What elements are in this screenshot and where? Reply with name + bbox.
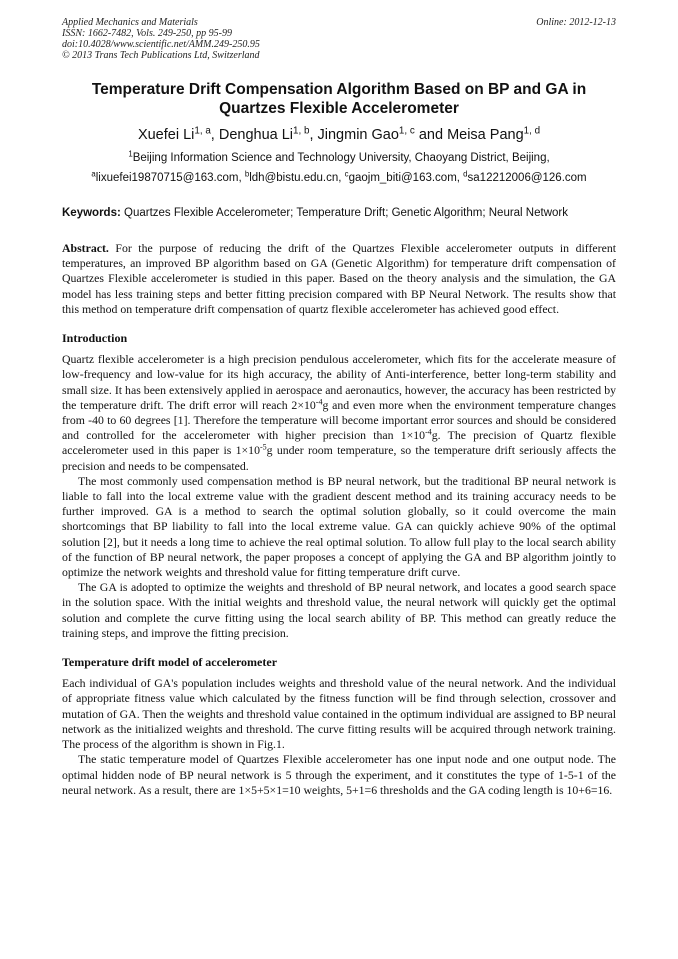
doi-line: doi:10.4028/www.scientific.net/AMM.249-250.95 (62, 39, 260, 50)
author-affiliation-mark: 1, a (194, 125, 211, 137)
affiliation (62, 151, 616, 165)
abstract-text: For the purpose of reducing the drift of the Quartzes Flexible accelerometer outputs in different temperatures, an improved BP algorithm based on GA (Genetic Algorithm) for temperature drift compensation of Quartzes Flexible accelerometer is studied in this paper. Based on the theory analysis and the simulation, the GA model has less training steps and better fitting precision compared with BP Neural Network. The results show that this method on temperature drift compensation of quartz flexible accelerometer has achieved good effect. (62, 241, 616, 316)
paper-title: Temperature Drift Compensation Algorithm Based on BP and GA in Quartzes Flexible Accelerometer (91, 81, 587, 117)
email-address[interactable]: sa12212006@126.com (467, 172, 587, 184)
intro-paragraph-2: The most commonly used compensation method is BP neural network, but the traditional BP neural network is liable to fall into the local extreme value with the gradient descent method and its training accuracy needs to be further improved. GA is a method to search the optimal solution globally, so it could overcome the main shortcomings that BP liability to fall into the local extreme value. GA can quickly achieve 90% of the optimal solution [2], but it needs a long time to achieve the real optimal solution. To allow full play to the local search ability of the function of BP neural network, the paper proposes a concept of applying the GA and BP algorithm jointly to optimize the network weights and threshold value for fitting temperature drift curve. (62, 473, 616, 580)
intro-p1-text-c: g. The precision of Quartz flexible accelerometer used in this paper is 1×10 (62, 428, 616, 458)
exponent: -4 (425, 427, 432, 437)
email-mark: d (463, 169, 468, 179)
email-mark: a (91, 169, 96, 179)
email-address[interactable]: lixuefei19870715@163.com (95, 172, 239, 184)
abstract (62, 241, 616, 317)
exponent: -4 (315, 397, 323, 407)
exponent: -5 (259, 443, 267, 453)
keywords-text: Quartzes Flexible Accelerometer; Temperature Drift; Genetic Algorithm; Neural Network (124, 207, 568, 219)
intro-paragraph-1 (62, 352, 616, 474)
section-heading-introduction: Introduction (62, 331, 128, 346)
email-address[interactable]: gaojm_biti@163.com (348, 172, 457, 184)
journal-header (62, 17, 616, 61)
abstract-label: Abstract. (62, 241, 109, 255)
affiliation-mark: 1 (128, 149, 133, 159)
author-affiliation-mark: 1, b (293, 125, 310, 137)
keywords (62, 206, 622, 220)
online-date: Online: 2012-12-13 (536, 17, 616, 28)
intro-p1-text-a: Quartz flexible accelerometer is a high precision pendulous accelerometer, which fits for the accelerate measure of low-frequency and low-value for its high accuracy, the ability of Anti-interference, better long-term stability and small size. It has been extensively applied in aerospace and aeronautics, however, the accuracy has been restricted by the temperature drift. The drift error will reach 2×10 (62, 352, 616, 412)
author-name: Jingmin Gao (317, 127, 399, 143)
author-name: Meisa Pang (447, 127, 524, 143)
paper-body (62, 241, 616, 798)
keywords-label: Keywords: (62, 207, 121, 219)
author-list: Xuefei Li$^{1, a}$, Denghua Li$^{1, b}$, Jingmin Gao$^{1, c}$ and Meisa Pang$^{1, d}$ (137, 125, 541, 143)
intro-p1-text-b: g and even more when the environment temperature changes from -40 to 60 degrees [1]. Therefore the temperature will become important error sources and should be considered and controlled for the accelerometer with higher precision than 1×10 (62, 397, 616, 443)
model-paragraph-2: The static temperature model of Quartzes Flexible accelerometer has one input node and one output node. The optimal hidden node of BP neural network is 5 through the experiment, and it constitutes the type of 1-5-1 of the neural network. As a result, there are 1×5+5×1=10 weights, 5+1=6 thresholds and the GA coding length is 10+6=16. (62, 752, 616, 797)
affiliation-text: Beijing Information Science and Technology University, Chaoyang District, Beijing, (132, 152, 550, 164)
author-name: Denghua Li (218, 127, 294, 143)
email-mark: c (344, 169, 349, 179)
author-name: Xuefei Li (137, 127, 195, 143)
issn-line: ISSN: 1662-7482, Vols. 249-250, pp 95-99 (62, 28, 232, 39)
author-affiliation-mark: 1, c (398, 125, 415, 137)
copyright-line: © 2013 Trans Tech Publications Ltd, Switzerland (62, 50, 260, 61)
email-list: $^a$lixuefei19870715@163.com, $^b$ldh@bistu.edu.cn, $^c$gaojm_biti@163.com, $^d$sa12212006@126.com (91, 169, 587, 184)
email-address[interactable]: ldh@bistu.edu.cn (249, 172, 339, 184)
author-affiliation-mark: 1, d (523, 125, 541, 137)
section-heading-temperature-drift-model: Temperature drift model of accelerometer (62, 655, 278, 670)
email-mark: b (244, 169, 250, 179)
intro-p1-text-d: g under room temperature, so the temperature drift seriously affects the precision and needs to be compensated. (62, 443, 617, 473)
journal-name: Applied Mechanics and Materials (62, 17, 198, 28)
model-paragraph-1: Each individual of GA's population includes weights and threshold value of the neural network. And the individual of appropriate fitness value which calculated by the fitness function will be find through selection, crossover and mutation of GA. Then the weights and threshold value contained in the optimum individual are assigned to BP neural network as the initialized weights and threshold. The curve fitting results will be acquired through network training. The process of the algorithm is shown in Fig.1. (62, 676, 617, 752)
author-conjunction: and (418, 127, 444, 143)
intro-paragraph-3: The GA is adopted to optimize the weights and threshold of BP neural network, and locates a good search space in the solution space. With the initial weights and threshold value, the neural network will quickly get the optimal solution and complete the curve fitting using the local search ability of BP. This method can greatly reduce the training steps, and improve the fitting precision. (62, 580, 616, 640)
